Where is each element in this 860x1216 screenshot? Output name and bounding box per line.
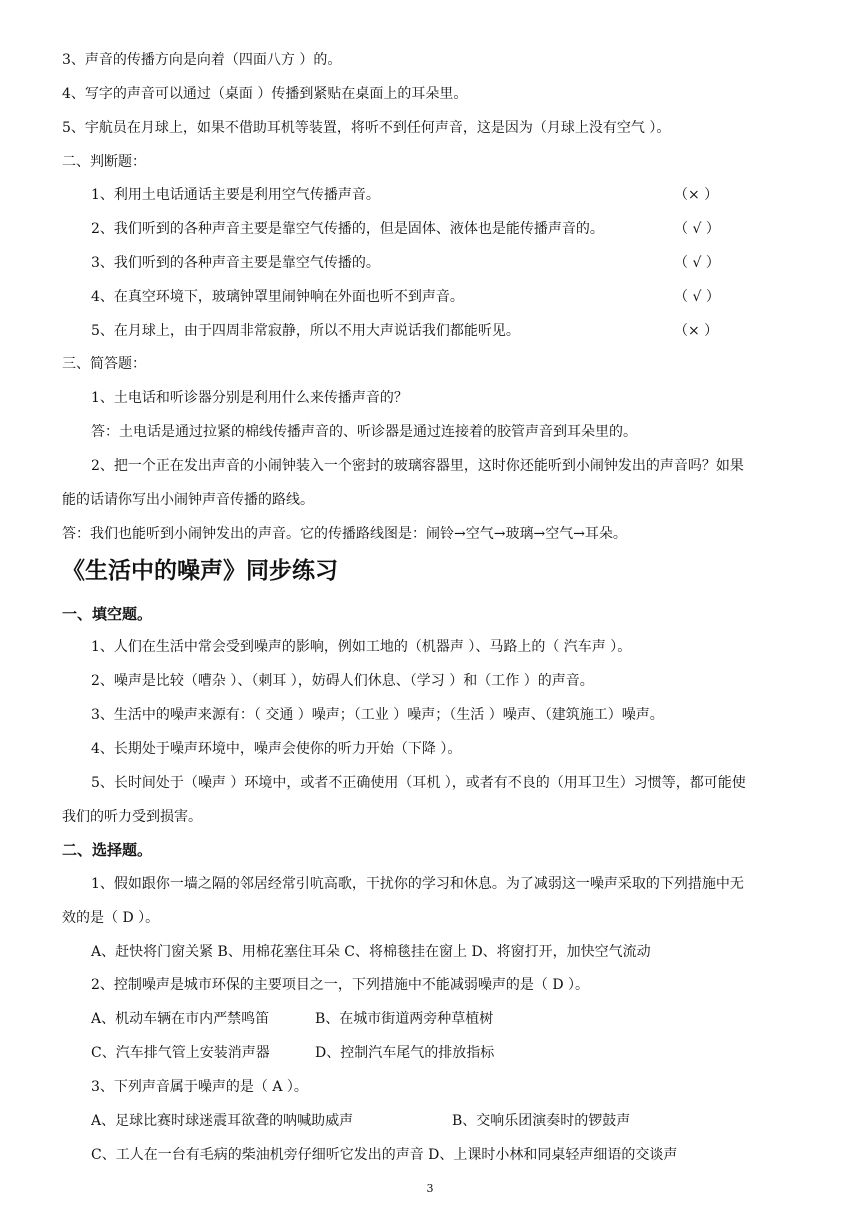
- page-number: 3: [426, 1182, 434, 1195]
- judge-mark-2: （ √ ）: [674, 221, 720, 237]
- judge-mark-4: （ √ ）: [674, 289, 720, 305]
- choice-option-2d: D、控制汽车尾气的排放指标: [315, 1045, 495, 1061]
- choice-question-3: 3、下列声音属于噪声的是（ A ）。: [91, 1079, 308, 1095]
- fill-heading: 一、填空题。: [62, 605, 153, 623]
- short-question-2-cont: 能的话请你写出小闹钟声音传播的路线。: [62, 492, 314, 508]
- choice-heading: 二、选择题。: [62, 841, 153, 859]
- fill-item-4: 4、写字的声音可以通过（桌面 ）传播到紧贴在桌面上的耳朵里。: [62, 86, 468, 102]
- short-question-1: 1、土电话和听诊器分别是利用什么来传播声音的？: [91, 390, 408, 406]
- noise-fill-item-4: 4、长期处于噪声环境中，噪声会使你的听力开始（下降 ）。: [91, 741, 462, 757]
- choice-option-3a: A、足球比赛时球迷震耳欲聋的呐喊助威声: [91, 1113, 354, 1129]
- choice-option-2c: C、汽车排气管上安装消声器: [91, 1045, 270, 1061]
- fill-item-5: 5、宇航员在月球上，如果不借助耳机等装置，将听不到任何声音，这是因为（月球上没有空气 ）。: [62, 120, 671, 136]
- noise-fill-item-1: 1、人们在生活中常会受到噪声的影响，例如工地的（机器声 ）、马路上的（ 汽车声 ）。: [91, 639, 632, 655]
- judge-item-2: 2、我们听到的各种声音主要是靠空气传播的，但是固体、液体也是能传播声音的。: [91, 221, 604, 237]
- short-answer-1: 答：土电话是通过拉紧的棉线传播声音的、听诊器是通过连接着的胶管声音到耳朵里的。: [91, 424, 637, 440]
- judge-mark-5: （× ）: [674, 323, 719, 339]
- noise-fill-item-3: 3、生活中的噪声来源有：（ 交通 ）噪声；（工业 ）噪声；（生活 ）噪声、（建筑施工）噪声。: [91, 707, 664, 723]
- section-title: 《生活中的噪声》同步练习: [62, 558, 338, 584]
- judge-mark-3: （ √ ）: [674, 255, 720, 271]
- judge-item-5: 5、在月球上，由于四周非常寂静，所以不用大声说话我们都能听见。: [91, 323, 520, 339]
- short-heading: 三、简答题：: [62, 356, 146, 372]
- choice-option-2a: A、机动车辆在市内严禁鸣笛: [91, 1011, 270, 1027]
- choice-question-1: 1、假如跟你一墙之隔的邻居经常引吭高歌，干扰你的学习和休息。为了减弱这一噪声采取的下列措施中无: [91, 876, 744, 892]
- judge-mark-1: （× ）: [674, 187, 719, 203]
- judge-item-4: 4、在真空环境下，玻璃钟罩里闹钟响在外面也听不到声音。: [91, 289, 464, 305]
- choice-option-3b: B、交响乐团演奏时的锣鼓声: [452, 1113, 631, 1129]
- noise-fill-item-5: 5、长时间处于（噪声 ）环境中，或者不正确使用（耳机 ），或者有不良的（用耳卫生）习惯等，都可能使: [91, 775, 746, 791]
- choice-question-1-cont: 效的是（ D ）。: [62, 910, 160, 926]
- noise-fill-item-2: 2、噪声是比较（嘈杂 ）、（刺耳 ），妨碍人们休息、（学习 ）和（工作 ）的声音。: [91, 673, 594, 689]
- judge-item-1: 1、利用土电话通话主要是利用空气传播声音。: [91, 187, 380, 203]
- choice-option-2b: B、在城市街道两旁种草植树: [315, 1011, 494, 1027]
- choice-question-2: 2、控制噪声是城市环保的主要项目之一，下列措施中不能减弱噪声的是（ D ）。: [91, 977, 590, 993]
- judge-item-3: 3、我们听到的各种声音主要是靠空气传播的。: [91, 255, 380, 271]
- fill-item-3: 3、声音的传播方向是向着（四面八方 ）的。: [62, 52, 342, 68]
- noise-fill-item-5-cont: 我们的听力受到损害。: [62, 809, 202, 825]
- choice-option-3cd: C、工人在一台有毛病的柴油机旁仔细听它发出的声音 D、上课时小林和同桌轻声细语的交谈声: [91, 1147, 678, 1163]
- short-question-2: 2、把一个正在发出声音的小闹钟装入一个密封的玻璃容器里，这时你还能听到小闹钟发出的声音吗？如果: [91, 458, 744, 474]
- choice-options-1: A、赶快将门窗关紧 B、用棉花塞住耳朵 C、将棉毯挂在窗上 D、将窗打开，加快空气流动: [91, 944, 651, 960]
- judge-heading: 二、判断题：: [62, 154, 146, 170]
- short-answer-2: 答：我们也能听到小闹钟发出的声音。它的传播路线图是：闹铃→空气→玻璃→空气→耳朵。: [62, 526, 627, 542]
